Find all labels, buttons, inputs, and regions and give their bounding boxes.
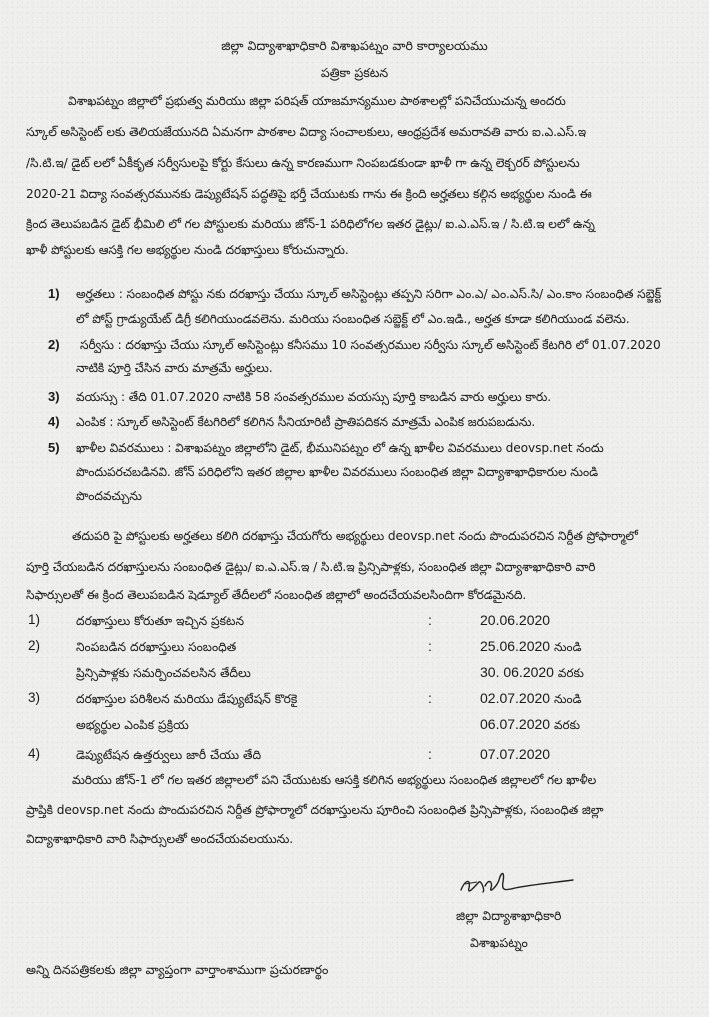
condition-line: పొందవచ్చును bbox=[76, 489, 142, 503]
condition-number: 2) bbox=[48, 337, 60, 352]
closing-line: మరియు జోన్-1 లో గల ఇతర జిల్లాలలో పని చేయుటకు ఆసక్తి కలిగిన అభ్యర్థులు సంబంధిత జిల్లాలలో గల ఖాళీల bbox=[72, 773, 597, 787]
condition-line: అర్హతలు : సంబంధిత పోస్టు నకు దరఖాస్తు చేయు స్కూల్ అసిస్టెంట్లు తప్పని సరిగా ఎం.ఎ/ ఎం.ఎస్.సి/ ఎం.కాం సంబంధిత సబ్జెక్ట్ bbox=[76, 287, 661, 301]
condition-line: ఖాళీల వివరములు : విశాఖపట్నం జిల్లాలోని డైట్, భీమునిపట్నం లో ఉన్న ఖాళీల వివరములు deovsp.net నందు bbox=[76, 441, 604, 455]
instruction-line: తదుపరి పై పోస్టులకు అర్హతలు కలిగి దరఖాస్తు చేయగోరు అభ్యర్థులు deovsp.net నందు పొందుపరచిన నిర్దీత ప్రోఫార్మాలో bbox=[72, 529, 638, 543]
signatory-place: విశాఖపట్నం bbox=[470, 935, 528, 950]
condition-line: ఎంపిక : స్కూల్ అసిస్టెంట్ కేటగిరిలో కలిగిన సీనియారిటీ ప్రాతిపదికన మాత్రమే ఎంపిక జరుపబడును. bbox=[76, 415, 536, 429]
condition-number: 3) bbox=[48, 389, 60, 404]
schedule-row-label: డెప్యుటేషన ఉత్తర్వులు జారీ చేయు తేది bbox=[76, 748, 262, 762]
schedule-date bbox=[480, 690, 582, 709]
schedule-row-label: అభ్యర్థుల ఎంపిక ప్రక్రియ bbox=[76, 718, 189, 732]
schedule-row-number: 3) bbox=[28, 690, 41, 705]
date-suffix: వరకు bbox=[553, 718, 581, 732]
condition-line: సర్వీసు : దరఖాస్తు చేయు స్కూల్ అసిస్టెంట్లు కనీసము 10 సంవత్సరముల సర్వీసు స్కూల్ అసిస్టెంట్ కేటగిరి లో 01.07.2020 bbox=[80, 338, 661, 352]
schedule-colon: : bbox=[428, 612, 432, 628]
publication-note: అన్ని దినపత్రికలకు జిల్లా వ్యాప్తంగా వార్తాంశాముగా ప్రచురణార్థం bbox=[26, 962, 329, 977]
schedule-colon: : bbox=[428, 746, 432, 762]
date-value: 07.07.2020 bbox=[480, 746, 551, 762]
schedule-row-label: దరఖాస్తుల పరిశీలన మరియు డేప్యుటేషన్ కొరకై bbox=[76, 692, 298, 706]
signatory-designation: జిల్లా విద్యాశాఖాధికారి bbox=[456, 908, 562, 923]
schedule-row-number: 4) bbox=[28, 746, 41, 761]
condition-line: పొందుపరచబడినవి. జోన్ పరిధిలోని ఇతర జిల్లాల ఖాళీల వివరములు సంబంధిత జిల్లా విద్యాశాఖాధికారుల నుండి bbox=[76, 465, 599, 479]
date-value: 20.06.2020 bbox=[480, 612, 551, 628]
date-value: 02.07.2020 bbox=[480, 690, 551, 706]
intro-line: విశాఖపట్నం జిల్లాలో ప్రభుత్వ మరియు జిల్లా పరిషత్ యాజమాన్యముల పాఠశాలల్లో పనిచేయుచున్న అందరు bbox=[68, 94, 566, 108]
date-value: 25.06.2020 bbox=[480, 638, 551, 654]
schedule-date bbox=[480, 638, 582, 657]
schedule-row-label: దరఖాస్తులు కోరుతూ ఇచ్చిన ప్రకటన bbox=[76, 614, 244, 628]
schedule-row-label: ప్రిన్సిపాళ్లకు సమర్పించవలసిన తేదీలు bbox=[76, 666, 251, 680]
intro-line: ఖాళీ పోస్టులకు ఆసక్తి గల అభ్యర్థుల నుండి దరఖాస్తులు కోరుచున్నారు. bbox=[26, 243, 349, 257]
date-suffix: నుండి bbox=[553, 692, 582, 706]
intro-line: /సి.టి.ఇ/ డైట్ లలో ఏకీకృత సర్వీసులపై కోర్టు కేసులు ఉన్న కారణముగా నింపబడకుండా ఖాళీ గా ఉన్న లెక్చరర్ పోస్టులను bbox=[26, 156, 580, 170]
schedule-date bbox=[480, 664, 584, 683]
intro-line: స్కూల్ అసిస్టెంట్ లకు తెలియజేయునది ఏమనగా పాఠశాల విద్యా సంచాలకులు, ఆంధ్రప్రదేశ అమరావతి వారు ఐ.ఎ.ఎస్.ఇ bbox=[26, 125, 587, 139]
office-title: జిల్లా విద్యాశాఖాధికారి విశాఖపట్నం వారి కార్యాలయము bbox=[221, 38, 488, 53]
closing-line: ప్రాప్తికి deovsp.net నందు పొందుపరచిన నిర్దీత ప్రోఫార్మాలో దరఖాస్తులను పూరించి సంబంధిత ప్రిన్సిపాళ్లకు, సంబంధిత జిల్లా bbox=[26, 803, 604, 817]
condition-number: 5) bbox=[48, 440, 60, 455]
intro-line: క్రింద తెలుపబడిన డైట్ భీమిలి లో గల పోస్టులకు మరియు జోన్-1 పరిధిలోగల ఇతర డైట్లు/ ఐ.ఎ.ఎస్.ఇ / సి.టి.ఇ లలో ఉన్న bbox=[26, 217, 595, 231]
condition-line: వయస్సు : తేది 01.07.2020 నాటికి 58 సంవత్సరముల వయస్సు పూర్తి కాబడిన వారు అర్హులు కారు. bbox=[76, 390, 552, 404]
schedule-colon: : bbox=[428, 638, 432, 654]
closing-line: విద్యాశాఖాధికారి వారి సిఫార్సులతో అందచేయవలయును. bbox=[26, 832, 294, 846]
date-suffix: నుండి bbox=[553, 640, 582, 654]
condition-line: లో పోస్ట్ గ్రాడ్యుయేట్ డిగ్రీ కలిగియుండవలెను. మరియు సంబంధిత సబ్జెక్ట్ లో ఎం.ఇడి., అర్హత కూడా కలిగియుండ వలెను. bbox=[76, 312, 630, 326]
condition-number: 4) bbox=[48, 414, 60, 429]
schedule-date bbox=[480, 612, 550, 628]
condition-number: 1) bbox=[48, 286, 60, 301]
intro-line: 2020-21 విద్యా సంవత్సరమునకు డెప్యుటేషన్ పద్ధతిపై భర్తీ చేయుటకు గాను ఈ క్రింది అర్హతలు కల్గిన అభ్యర్థుల నుండి ఈ bbox=[26, 187, 592, 201]
condition-line: నాటికి పూర్తి చేసిన వారు మాత్రమే అర్హులు. bbox=[76, 361, 273, 375]
schedule-colon: : bbox=[428, 690, 432, 706]
date-suffix: వరకు bbox=[557, 666, 584, 680]
schedule-date bbox=[480, 716, 580, 735]
date-value: 30. 06.2020 bbox=[480, 664, 554, 680]
schedule-date bbox=[480, 746, 550, 762]
schedule-row-number: 2) bbox=[28, 638, 41, 653]
date-value: 06.07.2020 bbox=[480, 716, 551, 732]
schedule-row-number: 1) bbox=[28, 612, 41, 627]
schedule-row-label: నింపబడిన దరఖాస్తులు సంబంధిత bbox=[76, 640, 237, 654]
instruction-line: పూర్తి చేయబడిన దరఖాస్తులను సంబంధిత డైట్లు/ ఐ.ఎ.ఎస్.ఇ / సి.టి.ఇ ప్రిన్సిపాళ్లకు, సంబంధిత జిల్లా విద్యాశాఖాధికారి వారి bbox=[26, 560, 596, 574]
signature-scribble-icon bbox=[455, 868, 575, 904]
document-type-heading: పత్రికా ప్రకటన bbox=[320, 65, 389, 80]
instruction-line: సిఫార్సులతో ఈ క్రింద తెలుపబడిన షెడ్యూల్ తేదీలలో సంబంధిత జిల్లాలో అందచేయవలసిందిగా కోరడమైనది. bbox=[26, 588, 527, 602]
